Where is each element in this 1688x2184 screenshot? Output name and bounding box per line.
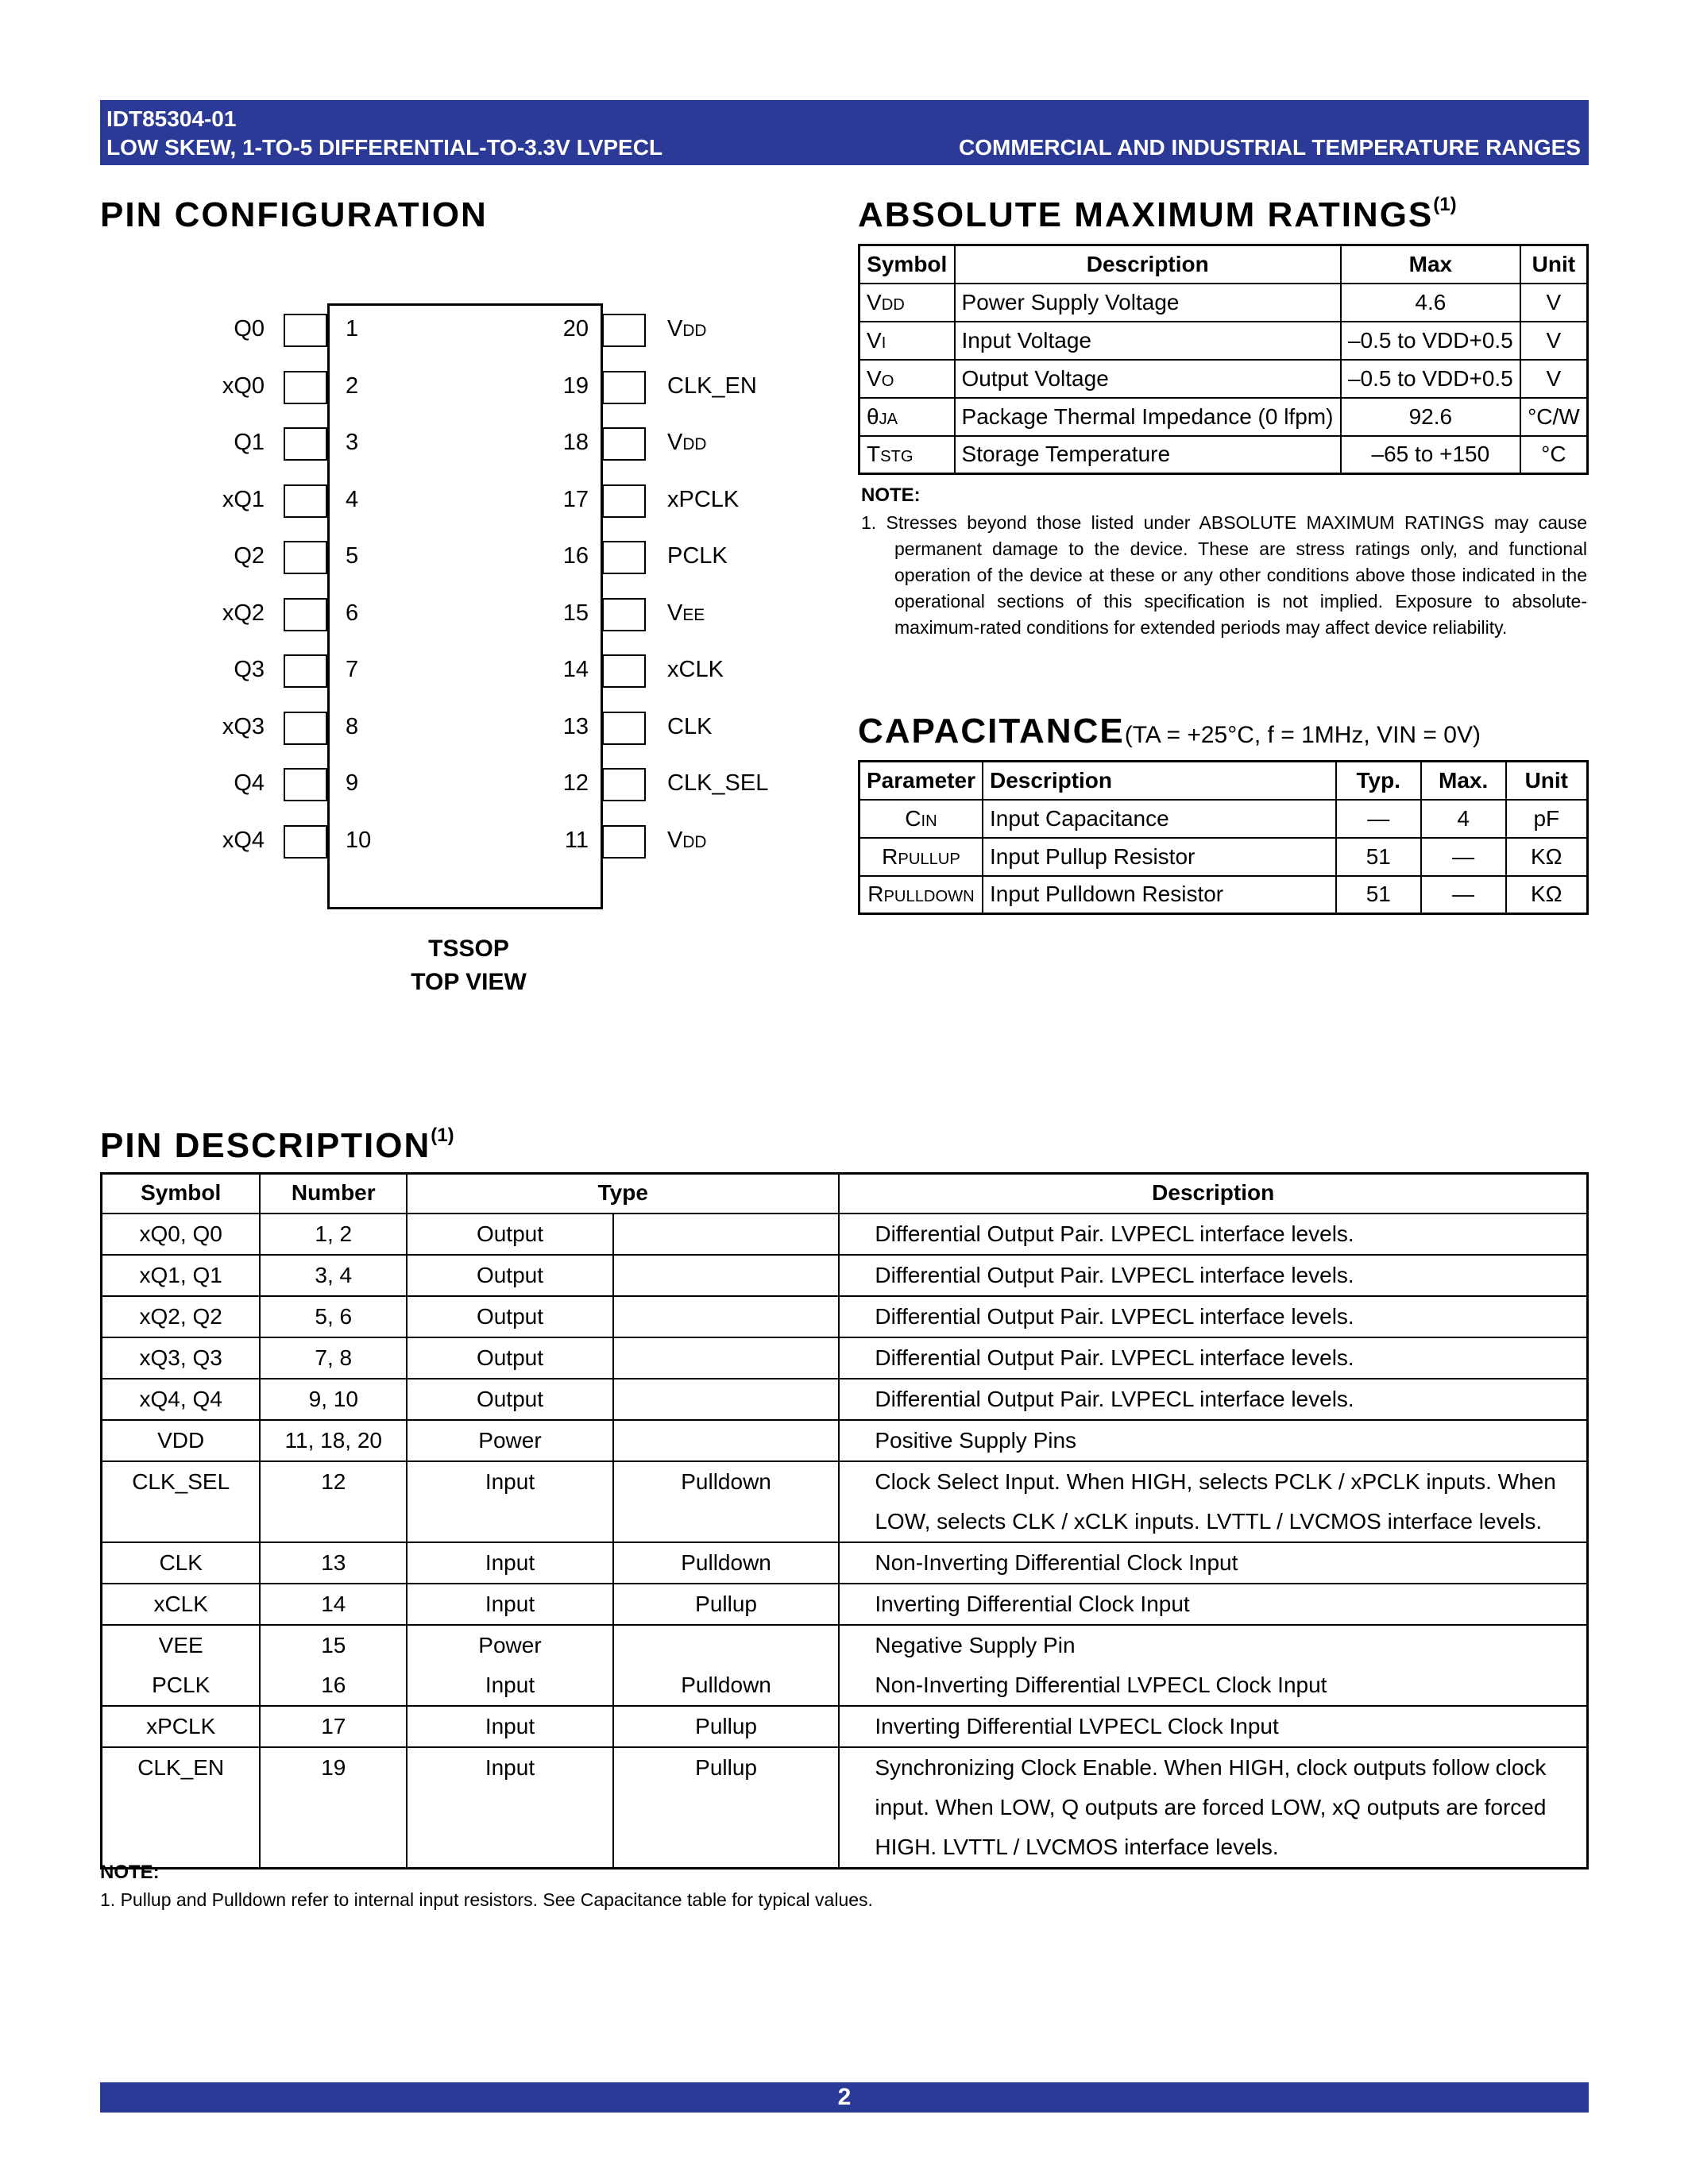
capacitance-table: [858, 760, 1589, 915]
column-header: Description: [839, 1174, 1587, 1214]
pin-name-right: [667, 714, 712, 740]
pin-lead-left: [284, 371, 327, 404]
type-cell: Output: [407, 1337, 613, 1379]
description-cell: Input Pullup Resistor: [983, 838, 1336, 876]
page-number: 2: [837, 2084, 852, 2110]
number-cell: 14: [260, 1584, 407, 1625]
description-cell: Synchronizing Clock Enable. When HIGH, clock outputs follow clock input. When LOW, Q outputs are forced LOW, xQ outputs are forced HIGH. LVTTL / LVCMOS interface levels.: [839, 1747, 1587, 1869]
part-number: IDT85304-01: [106, 106, 237, 131]
table-row: [102, 1625, 1588, 1665]
symbol-cell: xCLK: [102, 1584, 261, 1625]
unit-cell: KΩ: [1506, 838, 1588, 876]
pin-name-left: xQ2: [222, 600, 265, 626]
number-cell: 9, 10: [260, 1379, 407, 1420]
pin-number-right: 14: [562, 657, 589, 682]
column-header: Symbol: [859, 245, 955, 284]
pin-lead-right: [602, 541, 646, 574]
pin-lead-right: [602, 314, 646, 347]
pin-name-left: xQ4: [222, 827, 265, 853]
column-header: Unit: [1520, 245, 1588, 284]
table-row: [859, 436, 1588, 474]
abs-note-title: NOTE:: [861, 484, 921, 506]
table-row: [102, 1379, 1588, 1420]
pin-name-right: [667, 430, 707, 456]
description-cell: Positive Supply Pins: [839, 1420, 1587, 1461]
description-cell: Clock Select Input. When HIGH, selects PCLK / xPCLK inputs. When LOW, selects CLK / xCLK inputs. LVTTL / LVCMOS interface levels.: [839, 1461, 1587, 1542]
type-cell: Output: [407, 1255, 613, 1296]
abs-max-table: [858, 244, 1589, 475]
description-cell: Output Voltage: [955, 360, 1341, 398]
parameter-sub: PULLUP: [898, 850, 960, 868]
typ-cell: —: [1336, 800, 1421, 838]
resistor-cell: [613, 1379, 840, 1420]
pin-desc-note-title: NOTE:: [100, 1862, 160, 1883]
column-header: Max.: [1421, 762, 1506, 800]
max-cell: —: [1421, 876, 1506, 914]
pin-name-sub: DD: [682, 435, 707, 453]
pin-name-main: V: [667, 600, 683, 626]
pin-name-main: V: [667, 430, 683, 455]
number-cell: 16: [260, 1665, 407, 1706]
pin-number-right: 12: [562, 770, 589, 796]
pin-name-right: [667, 373, 757, 399]
description-cell: Negative Supply Pin: [839, 1625, 1587, 1665]
pin-name-sub: DD: [682, 322, 707, 340]
type-cell: Input: [407, 1665, 613, 1706]
number-cell: 11, 18, 20: [260, 1420, 407, 1461]
table-row: [102, 1461, 1588, 1542]
column-header: Description: [955, 245, 1341, 284]
type-cell: Output: [407, 1296, 613, 1337]
type-cell: Input: [407, 1706, 613, 1747]
pin-lead-right: [602, 484, 646, 518]
pin-name-main: CLK_EN: [667, 372, 757, 399]
symbol-cell: xQ4, Q4: [102, 1379, 261, 1420]
pin-description-table: [100, 1172, 1589, 1870]
resistor-cell: [613, 1214, 840, 1255]
pin-number-right: 15: [562, 600, 589, 626]
unit-cell: V: [1520, 360, 1588, 398]
table-row: [102, 1214, 1588, 1255]
parameter-cell: [859, 838, 983, 876]
product-line: LOW SKEW, 1-TO-5 DIFFERENTIAL-TO-3.3V LVPECL: [106, 135, 663, 160]
unit-cell: V: [1520, 322, 1588, 360]
pin-number-right: 17: [562, 486, 589, 512]
type-cell: Input: [407, 1747, 613, 1869]
pin-lead-left: [284, 768, 327, 801]
symbol-cell: VDD: [102, 1420, 261, 1461]
pin-lead-left: [284, 541, 327, 574]
number-cell: 5, 6: [260, 1296, 407, 1337]
parameter-main: R: [867, 882, 884, 907]
description-cell: Input Voltage: [955, 322, 1341, 360]
symbol-cell: xQ2, Q2: [102, 1296, 261, 1337]
symbol-cell: VEE: [102, 1625, 261, 1665]
symbol-cell: CLK_EN: [102, 1747, 261, 1869]
description-cell: Input Pulldown Resistor: [983, 876, 1336, 914]
description-cell: Storage Temperature: [955, 436, 1341, 474]
pin-number-left: 2: [346, 372, 359, 399]
resistor-cell: Pullup: [613, 1584, 840, 1625]
pin-name-main: V: [667, 316, 683, 341]
symbol-main: θ: [867, 403, 879, 429]
pin-lead-right: [602, 712, 646, 745]
pin-number-left: 8: [346, 713, 359, 739]
pin-name-left: Q2: [234, 543, 265, 569]
pin-name-main: xPCLK: [667, 486, 740, 512]
symbol-sub: O: [881, 372, 894, 390]
pin-name-sub: DD: [682, 832, 707, 851]
parameter-main: R: [882, 843, 898, 869]
description-cell: Non-Inverting Differential Clock Input: [839, 1542, 1587, 1584]
resistor-cell: [613, 1420, 840, 1461]
pin-name-left: xQ0: [222, 372, 265, 399]
pin-name-right: [667, 543, 728, 569]
symbol-main: T: [867, 442, 881, 467]
symbol-cell: xQ0, Q0: [102, 1214, 261, 1255]
pin-desc-note-text: 1. Pullup and Pulldown refer to internal input resistors. See Capacitance table for typical values.: [100, 1889, 873, 1910]
number-cell: 17: [260, 1706, 407, 1747]
number-cell: 7, 8: [260, 1337, 407, 1379]
symbol-main: V: [867, 289, 882, 314]
description-cell: Package Thermal Impedance (0 lfpm): [955, 398, 1341, 436]
symbol-cell: [859, 284, 955, 322]
table-row: [859, 800, 1588, 838]
column-header: Max: [1341, 245, 1520, 284]
table-row: [102, 1747, 1588, 1869]
symbol-sub: STG: [880, 448, 914, 466]
pin-number-left: 6: [346, 600, 359, 626]
type-cell: Input: [407, 1542, 613, 1584]
pin-name-sub: EE: [682, 605, 705, 624]
max-cell: –0.5 to VDD+0.5: [1341, 360, 1520, 398]
parameter-sub: IN: [921, 812, 937, 830]
symbol-cell: CLK_SEL: [102, 1461, 261, 1542]
symbol-main: V: [867, 365, 882, 391]
table-row: [102, 1337, 1588, 1379]
pin-lead-right: [602, 371, 646, 404]
pin-name-left: xQ3: [222, 713, 265, 739]
tssop-package-outline: [327, 303, 603, 909]
parameter-sub: PULLDOWN: [883, 888, 975, 906]
max-cell: 92.6: [1341, 398, 1520, 436]
pin-name-right: [667, 770, 768, 797]
pin-lead-right: [602, 598, 646, 631]
pin-lead-left: [284, 712, 327, 745]
symbol-sub: DD: [881, 295, 905, 314]
pin-number-right: 20: [562, 316, 589, 341]
table-row: [102, 1420, 1588, 1461]
number-cell: 13: [260, 1542, 407, 1584]
pin-lead-left: [284, 654, 327, 688]
resistor-cell: Pullup: [613, 1747, 840, 1869]
resistor-cell: Pulldown: [613, 1665, 840, 1706]
table-row: [859, 398, 1588, 436]
table-row: [102, 1255, 1588, 1296]
column-header: Typ.: [1336, 762, 1421, 800]
temperature-range: COMMERCIAL AND INDUSTRIAL TEMPERATURE RANGES: [959, 135, 1581, 160]
resistor-cell: [613, 1337, 840, 1379]
symbol-cell: [859, 436, 955, 474]
column-header: Symbol: [102, 1174, 261, 1214]
table-row: [859, 838, 1588, 876]
column-header: Type: [407, 1174, 839, 1214]
pin-number-right: 16: [562, 543, 589, 569]
pin-name-right: [667, 600, 705, 627]
type-cell: Input: [407, 1461, 613, 1542]
table-row: [102, 1542, 1588, 1584]
table-header-row: [859, 245, 1588, 284]
table-row: [859, 322, 1588, 360]
max-cell: 4: [1421, 800, 1506, 838]
type-cell: Output: [407, 1214, 613, 1255]
resistor-cell: Pulldown: [613, 1461, 840, 1542]
pin-lead-left: [284, 427, 327, 461]
typ-cell: 51: [1336, 838, 1421, 876]
description-cell: Differential Output Pair. LVPECL interface levels.: [839, 1296, 1587, 1337]
unit-cell: KΩ: [1506, 876, 1588, 914]
pin-name-left: xQ1: [222, 486, 265, 512]
table-row: [102, 1296, 1588, 1337]
type-cell: Input: [407, 1584, 613, 1625]
abs-note-text: 1. Stresses beyond those listed under ABSOLUTE MAXIMUM RATINGS may cause permanent damage to the device. These are stress ratings only, and functional operation of the device at these or any other conditions above those indicated in the operational sections of this specification is not implied. Exposure to absolute-maximum-rated conditions for extended periods may affect device reliability.: [861, 512, 1587, 638]
column-header: Number: [260, 1174, 407, 1214]
pin-number-left: 7: [346, 657, 359, 682]
parameter-cell: [859, 800, 983, 838]
description-cell: Input Capacitance: [983, 800, 1336, 838]
description-cell: Differential Output Pair. LVPECL interface levels.: [839, 1379, 1587, 1420]
resistor-cell: Pulldown: [613, 1542, 840, 1584]
symbol-cell: xQ3, Q3: [102, 1337, 261, 1379]
type-cell: Power: [407, 1625, 613, 1665]
description-cell: Differential Output Pair. LVPECL interface levels.: [839, 1214, 1587, 1255]
pin-number-left: 4: [346, 486, 359, 512]
pin-lead-right: [602, 654, 646, 688]
pin-name-right: [667, 316, 707, 342]
pin-lead-left: [284, 314, 327, 347]
parameter-cell: [859, 876, 983, 914]
symbol-cell: [859, 398, 955, 436]
pin-name-main: PCLK: [667, 543, 728, 569]
description-cell: Inverting Differential Clock Input: [839, 1584, 1587, 1625]
pin-name-left: Q0: [234, 316, 265, 341]
pin-name-main: CLK_SEL: [667, 770, 769, 796]
pin-name-left: Q4: [234, 770, 265, 796]
pin-number-left: 5: [346, 543, 359, 569]
max-cell: 4.6: [1341, 284, 1520, 322]
max-cell: –65 to +150: [1341, 436, 1520, 474]
pin-name-right: [667, 487, 739, 513]
pin-number-left: 9: [346, 770, 359, 796]
number-cell: 15: [260, 1625, 407, 1665]
pin-config-title: PIN CONFIGURATION: [100, 195, 488, 234]
pin-lead-right: [602, 427, 646, 461]
description-cell: Differential Output Pair. LVPECL interface levels.: [839, 1255, 1587, 1296]
pin-number-right: 13: [562, 713, 589, 739]
resistor-cell: [613, 1296, 840, 1337]
number-cell: 3, 4: [260, 1255, 407, 1296]
pin-name-main: xCLK: [667, 657, 724, 682]
description-cell: Power Supply Voltage: [955, 284, 1341, 322]
table-row: [859, 876, 1588, 914]
description-cell: Differential Output Pair. LVPECL interface levels.: [839, 1337, 1587, 1379]
symbol-cell: xPCLK: [102, 1706, 261, 1747]
symbol-cell: PCLK: [102, 1665, 261, 1706]
description-cell: Non-Inverting Differential LVPECL Clock Input: [839, 1665, 1587, 1706]
column-header: Unit: [1506, 762, 1588, 800]
pin-name-right: [667, 828, 707, 854]
symbol-cell: CLK: [102, 1542, 261, 1584]
symbol-main: V: [867, 327, 882, 353]
pin-lead-right: [602, 825, 646, 859]
table-row: [102, 1706, 1588, 1747]
pin-lead-right: [602, 768, 646, 801]
max-cell: —: [1421, 838, 1506, 876]
resistor-cell: Pullup: [613, 1706, 840, 1747]
column-header: Parameter: [859, 762, 983, 800]
resistor-cell: [613, 1255, 840, 1296]
table-row: [859, 284, 1588, 322]
symbol-sub: I: [881, 334, 886, 352]
pin-number-left: 3: [346, 430, 359, 455]
pin-name-main: V: [667, 827, 683, 853]
table-header-row: [859, 762, 1588, 800]
unit-cell: °C/W: [1520, 398, 1588, 436]
pin-number-right: 19: [562, 372, 589, 399]
pin-number-right: 11: [564, 827, 589, 853]
view-label: TOP VIEW: [411, 969, 527, 995]
typ-cell: 51: [1336, 876, 1421, 914]
pin-name-main: CLK: [667, 713, 713, 739]
capacitance-title: CAPACITANCE(TA = +25°C, f = 1MHz, VIN = 0V): [858, 712, 1481, 751]
parameter-main: C: [905, 805, 921, 831]
abs-max-title: ABSOLUTE MAXIMUM RATINGS$^{(1)}$: [858, 194, 1457, 234]
pin-number-left: 1: [346, 316, 359, 341]
description-cell: Inverting Differential LVPECL Clock Input: [839, 1706, 1587, 1747]
unit-cell: °C: [1520, 436, 1588, 474]
pin-name-left: Q1: [234, 430, 265, 455]
number-cell: 19: [260, 1747, 407, 1869]
pin-desc-title: PIN DESCRIPTION$^{(1)}$: [100, 1125, 454, 1165]
symbol-cell: [859, 322, 955, 360]
type-cell: Output: [407, 1379, 613, 1420]
pin-number-left: 10: [346, 827, 372, 853]
table-header-row: [102, 1174, 1588, 1214]
pin-number-right: 18: [562, 430, 589, 455]
number-cell: 12: [260, 1461, 407, 1542]
table-row: [102, 1665, 1588, 1706]
pin-lead-left: [284, 598, 327, 631]
pin-lead-left: [284, 825, 327, 859]
unit-cell: pF: [1506, 800, 1588, 838]
type-cell: Power: [407, 1420, 613, 1461]
header-bar: [100, 100, 1589, 165]
symbol-sub: JA: [879, 410, 898, 428]
table-row: [859, 360, 1588, 398]
number-cell: 1, 2: [260, 1214, 407, 1255]
pin-name-right: [667, 657, 724, 683]
footer-bar: [100, 2082, 1589, 2113]
column-header: Description: [983, 762, 1336, 800]
package-label: TSSOP: [428, 936, 509, 962]
resistor-cell: [613, 1625, 840, 1665]
pin-lead-left: [284, 484, 327, 518]
unit-cell: V: [1520, 284, 1588, 322]
symbol-cell: xQ1, Q1: [102, 1255, 261, 1296]
max-cell: –0.5 to VDD+0.5: [1341, 322, 1520, 360]
table-row: [102, 1584, 1588, 1625]
symbol-cell: [859, 360, 955, 398]
pin-name-left: Q3: [234, 657, 265, 682]
